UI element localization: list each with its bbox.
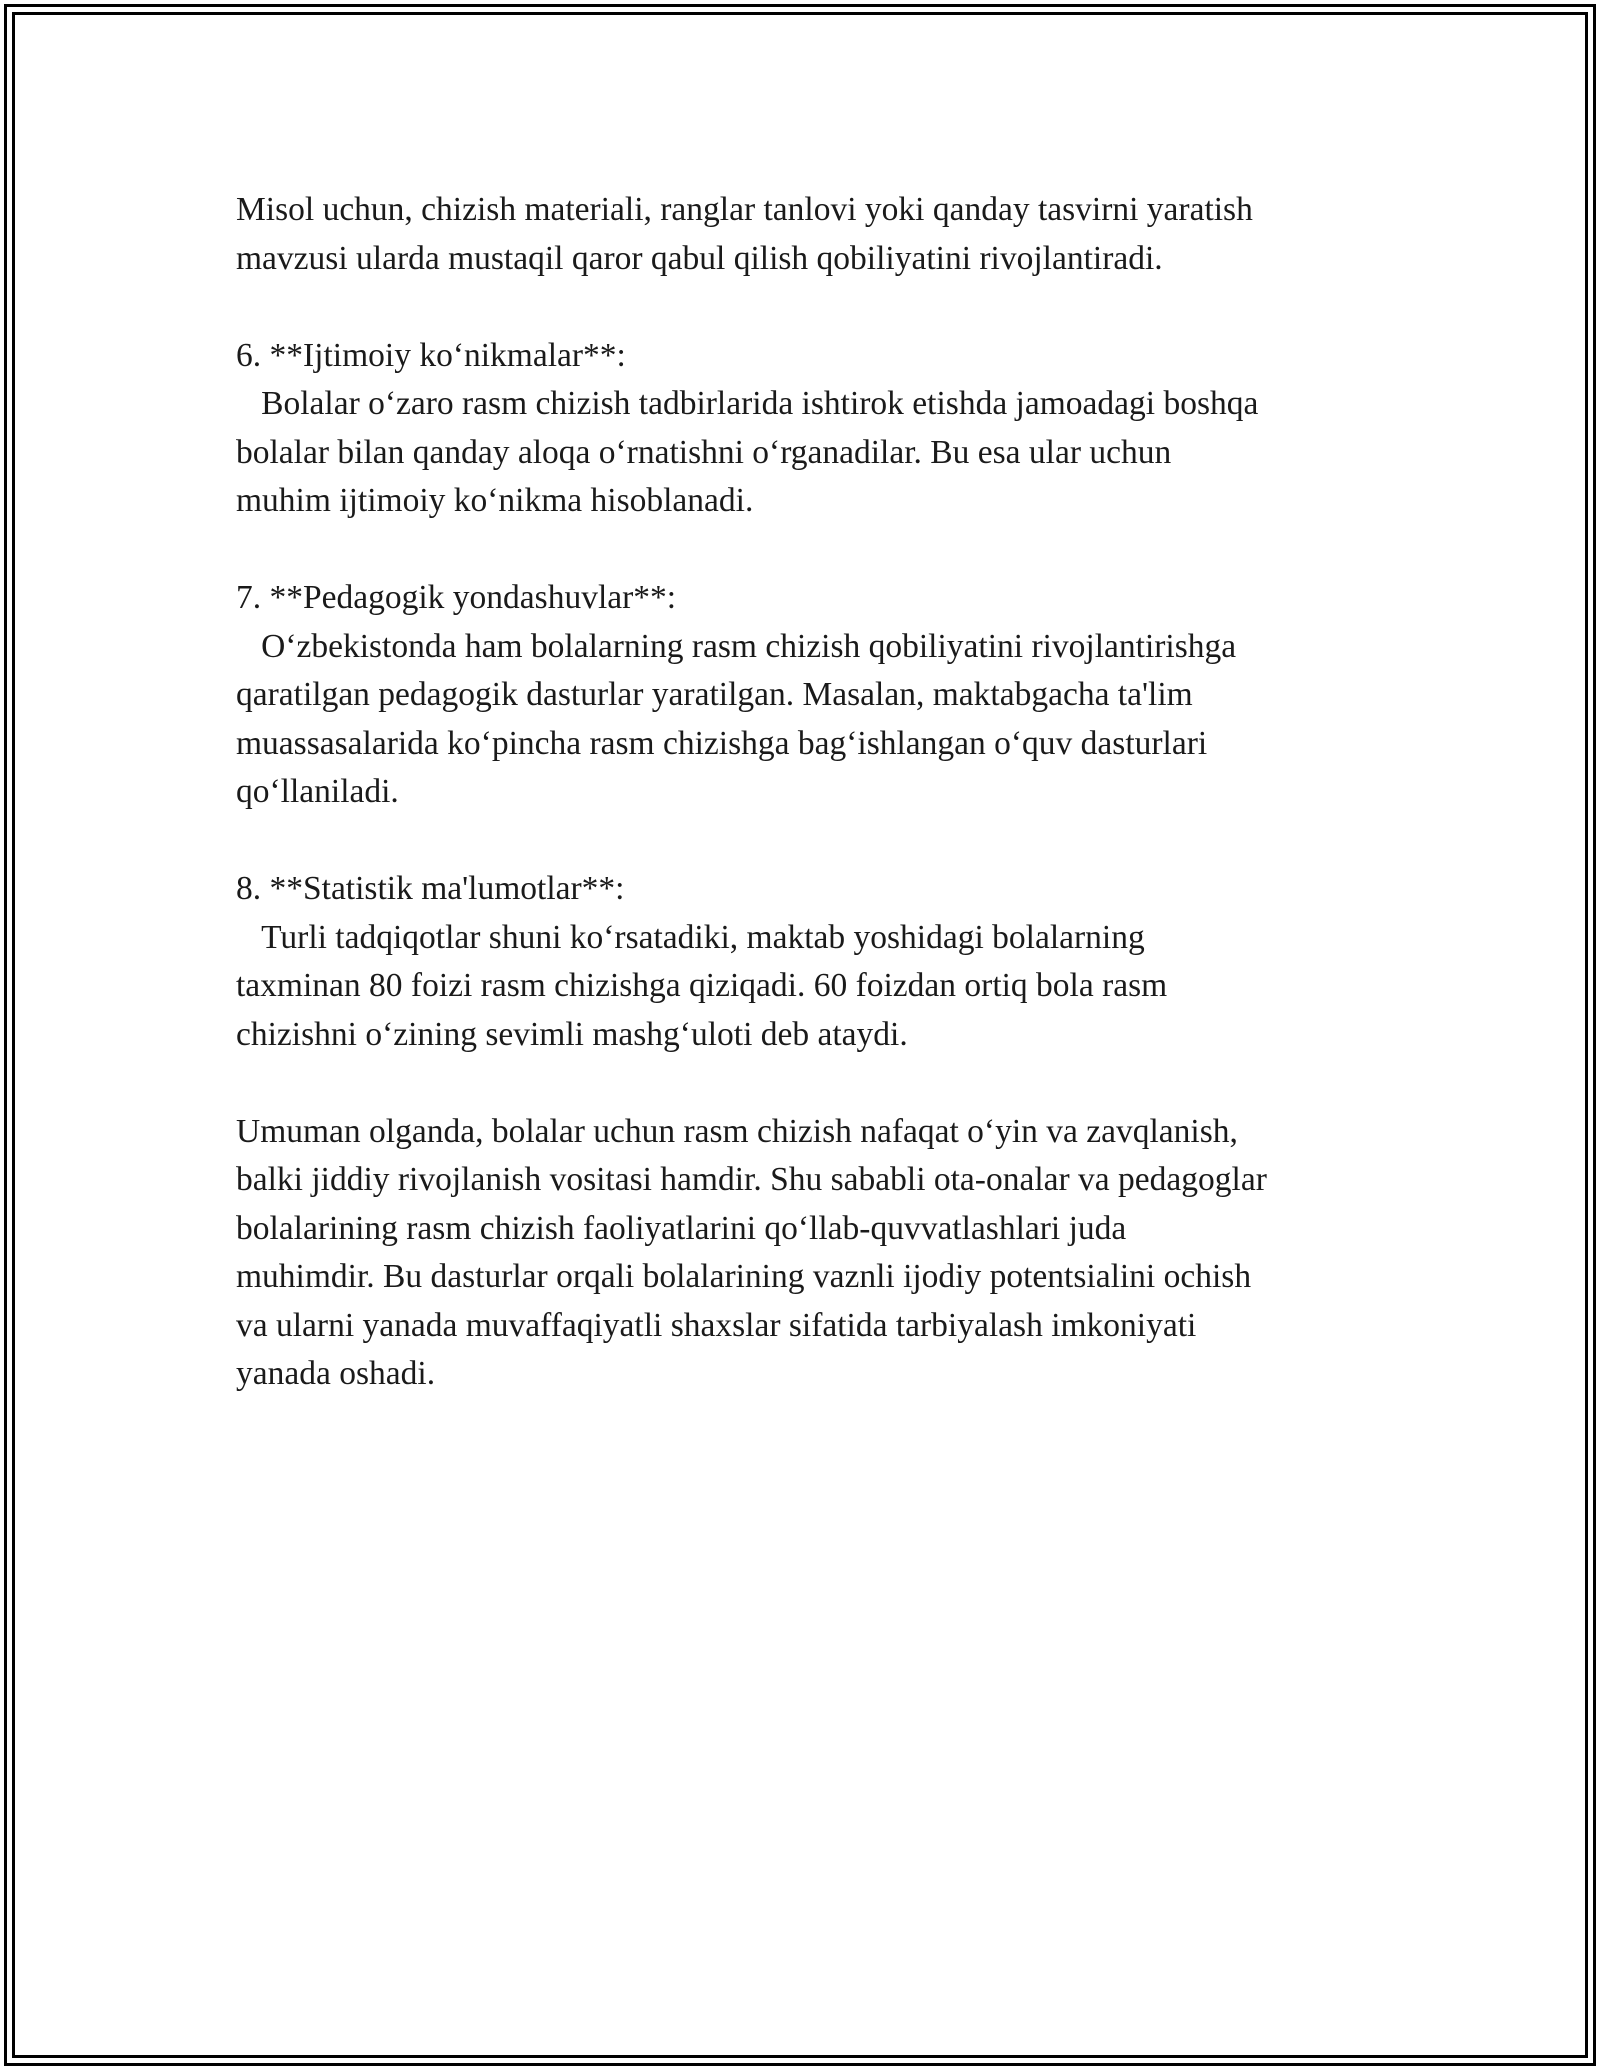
section-body: O‘zbekistonda ham bolalarning rasm chizish qobiliyatini rivojlantirishga qaratilgan pedagogik dasturlar yaratilgan. Masalan, maktabgacha ta'lim muassasalarida ko‘pincha rasm chizishga bag‘ishlangan o‘quv dasturlari qo‘llaniladi. xyxy=(236,627,1237,810)
section-statistics xyxy=(236,865,1386,1059)
section-heading: 6. **Ijtimoiy ko‘nikmalar**: xyxy=(236,336,626,374)
section-heading: 8. **Statistik ma'lumotlar**: xyxy=(236,870,625,907)
section-social-skills xyxy=(236,332,1386,526)
intro-paragraph: Misol uchun, chizish materiali, ranglar tanlovi yoki qanday tasvirni yaratish mavzusi ularda mustaqil qaror qabul qilish qobiliyatini rivojlantiradi. xyxy=(236,191,1253,277)
section-heading: 7. **Pedagogik yondashuvlar**: xyxy=(236,579,677,616)
document-body xyxy=(236,186,1386,1447)
conclusion-paragraph: Umuman olganda, bolalar uchun rasm chizish nafaqat o‘yin va zavqlanish, balki jiddiy rivojlanish vositasi hamdir. Shu sababli ota-onalar va pedagoglar bolalarining rasm chizish faoliyatlarini qo‘llab-quvvatlashlari juda muhimdir. Bu dasturlar orqali bolalarining vaznli ijodiy potentsialini ochish va ularni yanada muvaffaqiyatli shaxslar sifatida tarbiyalash imkoniyati yanada oshadi. xyxy=(236,1112,1267,1392)
section-pedagogical-approaches xyxy=(236,574,1386,817)
section-body: Turli tadqiqotlar shuni ko‘rsatadiki, maktab yoshidagi bolalarning taxminan 80 foizi rasm chizishga qiziqadi. 60 foizdan ortiq bola rasm chizishni o‘zining sevimli mashg‘uloti deb ataydi. xyxy=(236,918,1168,1053)
section-body: Bolalar o‘zaro rasm chizish tadbirlarida ishtirok etishda jamoadagi boshqa bolalar bilan qanday aloqa o‘rnatishni o‘rganadilar. Bu esa ular uchun muhim ijtimoiy ko‘nikma hisoblanadi. xyxy=(236,385,1259,519)
